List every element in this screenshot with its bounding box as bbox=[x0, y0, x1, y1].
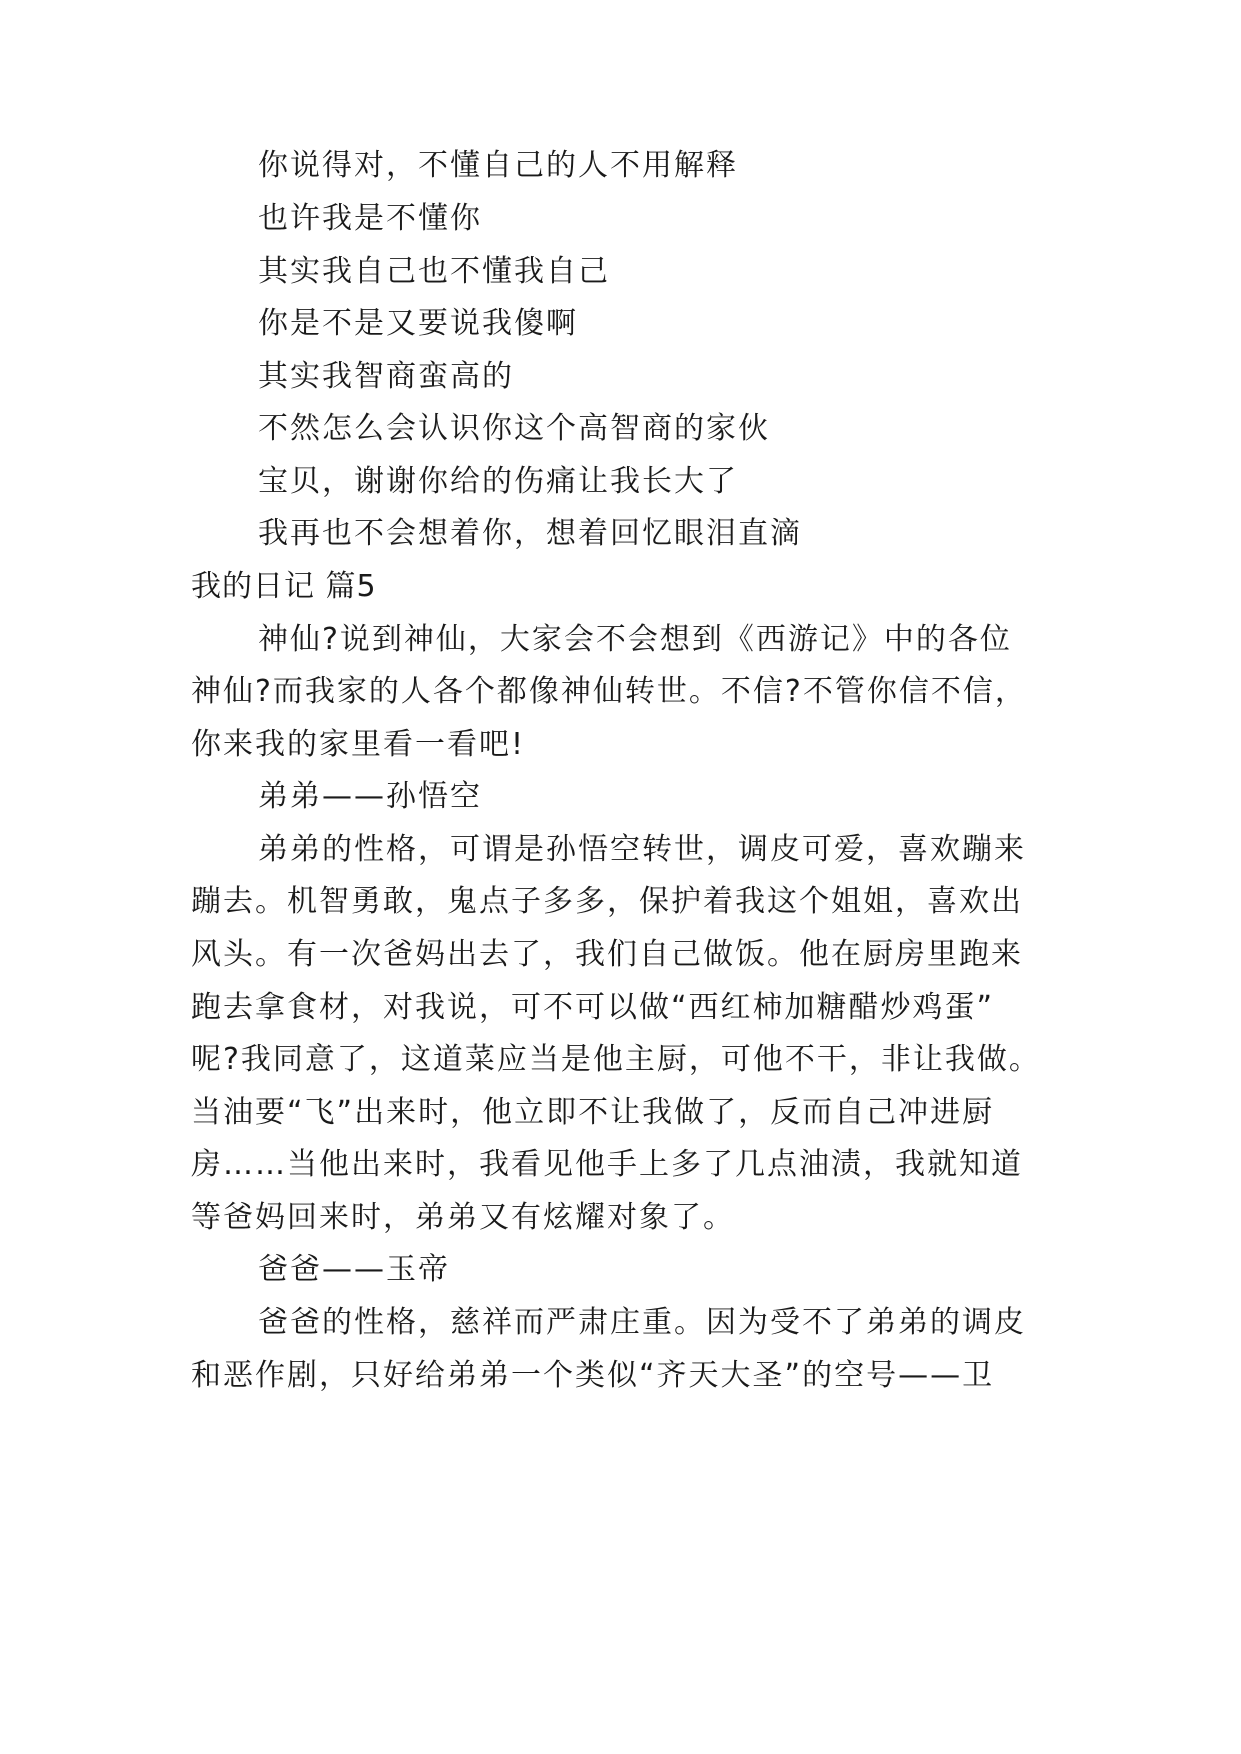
subheading-father: 爸爸——玉帝 bbox=[258, 1252, 450, 1287]
poem-line: 其实我智商蛮高的 bbox=[258, 359, 514, 394]
section-heading: 我的日记 篇5 bbox=[191, 569, 377, 604]
paragraph-line: 呢?我同意了，这道菜应当是他主厨，可他不干，非让我做。 bbox=[191, 1042, 1041, 1077]
paragraph-line: 房……当他出来时，我看见他手上多了几点油渍，我就知道 bbox=[191, 1147, 1023, 1182]
poem-line: 也许我是不懂你 bbox=[258, 201, 482, 236]
poem-line: 宝贝，谢谢你给的伤痛让我长大了 bbox=[258, 464, 738, 499]
subheading-brother: 弟弟——孙悟空 bbox=[258, 779, 482, 814]
poem-line: 我再也不会想着你，想着回忆眼泪直滴 bbox=[258, 516, 802, 551]
paragraph-line: 当油要“飞”出来时，他立即不让我做了，反而自己冲进厨 bbox=[191, 1095, 995, 1130]
paragraph-line: 你来我的家里看一看吧! bbox=[191, 727, 526, 762]
paragraph-line: 蹦去。机智勇敢，鬼点子多多，保护着我这个姐姐，喜欢出 bbox=[191, 884, 1023, 919]
poem-line: 你是不是又要说我傻啊 bbox=[258, 306, 578, 341]
paragraph-line: 风头。有一次爸妈出去了，我们自己做饭。他在厨房里跑来 bbox=[191, 937, 1023, 972]
paragraph-line: 等爸妈回来时，弟弟又有炫耀对象了。 bbox=[191, 1200, 735, 1235]
paragraph-line: 爸爸的性格，慈祥而严肃庄重。因为受不了弟弟的调皮 bbox=[258, 1305, 1026, 1340]
poem-line: 不然怎么会认识你这个高智商的家伙 bbox=[258, 411, 770, 446]
paragraph-line: 跑去拿食材，对我说，可不可以做“西红柿加糖醋炒鸡蛋” bbox=[191, 990, 995, 1025]
paragraph-line: 弟弟的性格，可谓是孙悟空转世，调皮可爱，喜欢蹦来 bbox=[258, 832, 1026, 867]
paragraph-line: 神仙?说到神仙，大家会不会想到《西游记》中的各位 bbox=[258, 622, 1012, 657]
poem-line: 其实我自己也不懂我自己 bbox=[258, 254, 610, 289]
poem-line: 你说得对，不懂自己的人不用解释 bbox=[258, 148, 738, 183]
paragraph-line: 神仙?而我家的人各个都像神仙转世。不信?不管你信不信， bbox=[191, 674, 1027, 709]
paragraph-line: 和恶作剧，只好给弟弟一个类似“齐天大圣”的空号——卫 bbox=[191, 1358, 995, 1393]
